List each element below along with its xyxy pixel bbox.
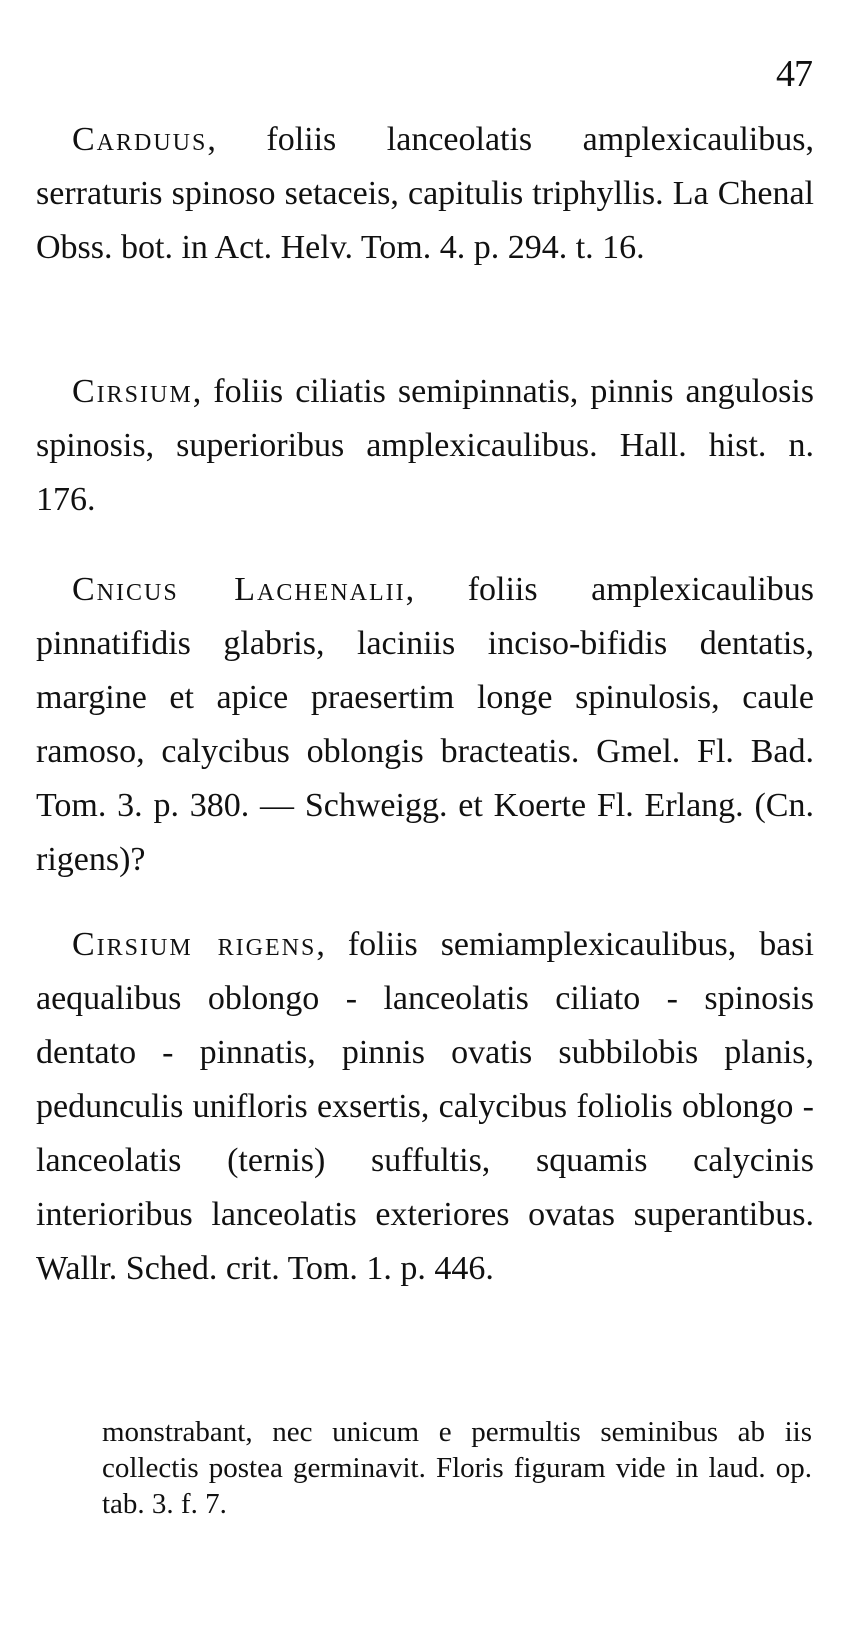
species-name: Cirsium rigens xyxy=(72,926,317,963)
entry-paragraph xyxy=(36,113,814,275)
entry-description: , foliis lanceolatis amplexicaulibus, serraturis spinoso setaceis, capitulis triphyllis. La Chenal Obss. bot. in Act. Helv. Tom. 4. p. 294. t. 16. xyxy=(36,121,814,266)
species-entry xyxy=(36,365,814,527)
species-entry xyxy=(36,918,814,1296)
entry-description: , foliis amplexicaulibus pinnatifidis glabris, laciniis inciso-bifidis dentatis, margine et apice praesertim longe spinulosis, caule ramoso, calycibus oblongis bracteatis. Gmel. Fl. Bad. Tom. 3. p. 380. — Schweigg. et Koerte Fl. Erlang. (Cn. rigens)? xyxy=(36,571,814,878)
entry-description: , foliis ciliatis semipinnatis, pinnis angulosis spinosis, superioribus amplexicaulibus. Hall. hist. n. 176. xyxy=(36,373,814,518)
species-name: Cirsium xyxy=(72,373,193,410)
footnote-text: monstrabant, nec unicum e permultis seminibus ab iis collectis postea germinavit. Floris figuram vide in laud. op. tab. 3. f. 7. xyxy=(102,1416,812,1520)
entry-paragraph xyxy=(36,563,814,887)
page-number: 47 xyxy=(776,53,812,95)
entry-paragraph xyxy=(36,918,814,1296)
entry-description: , foliis semiamplexicaulibus, basi aequalibus oblongo - lanceolatis ciliato - spinosis dentato - pinnatis, pinnis ovatis subbilobis planis, pedunculis unifloris exsertis, calycibus foliolis oblongo - lanceolatis (ternis) suffultis, squamis calycinis interioribus lanceolatis exteriores ovatas superantibus. Wallr. Sched. crit. Tom. 1. p. 446. xyxy=(36,926,814,1287)
species-entry xyxy=(36,113,814,275)
species-name: Cnicus Lachenalii xyxy=(72,571,406,608)
species-entry xyxy=(36,563,814,887)
species-name: Carduus xyxy=(72,121,208,158)
entry-paragraph xyxy=(36,365,814,527)
footnote xyxy=(102,1414,812,1522)
